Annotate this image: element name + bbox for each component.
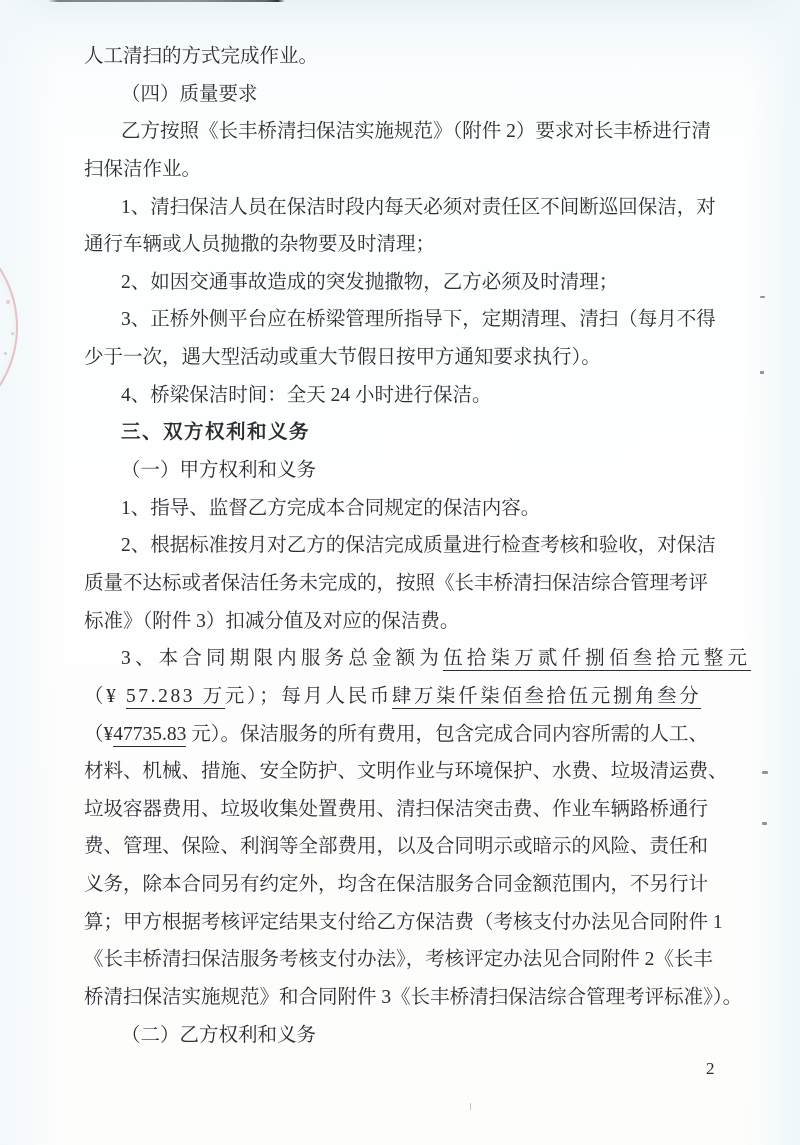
text-segment: 1、指导、监督乙方完成本合同规定的保洁内容。 [121, 497, 541, 519]
text-segment: 算；甲方根据考核评定结果支付给乙方保洁费（考核支付办法见合同附件 1 [84, 911, 723, 933]
scan-artifact-top-line [48, 0, 285, 2]
text-segment: 通行车辆或人员抛撒的杂物要及时清理； [84, 234, 436, 256]
text-line [84, 189, 740, 227]
text-segment: 标准》（附件 3）扣减分值及对应的保洁费。 [84, 610, 460, 632]
text-segment: （四）质量要求 [121, 83, 258, 105]
seal-ink-speck [4, 352, 7, 355]
text-line [84, 339, 740, 377]
text-segment: 3、正桥外侧平台应在桥梁管理所指导下，定期清理、清扫（每月不得 [121, 309, 716, 331]
text-segment: 人工清扫的方式完成作业。 [84, 46, 319, 67]
text-line [84, 753, 740, 791]
text-line [84, 791, 740, 829]
text-segment: 义务，除本合同另有约定外，均含在保洁服务合同金额范围内，不另行计 [84, 874, 709, 896]
underlined-amount: 伍拾柒万贰仟捌佰叁拾元整元 [443, 648, 752, 670]
text-segment: （二）乙方权利和义务 [121, 1024, 317, 1046]
text-segment: 乙方按照《长丰桥清扫保洁实施规范》（附件 2）要求对长丰桥进行清 [121, 121, 711, 143]
underlined-amount: 47735.83 [113, 723, 187, 745]
scan-speck [762, 822, 767, 825]
text-segment: 4、桥梁保洁时间：全天 24 小时进行保洁。 [121, 384, 492, 406]
page-number: 2 [706, 1059, 715, 1078]
text-segment: 元）。保洁服务的所有费用，包含完成合同内容所需的人工、 [186, 723, 709, 745]
red-seal-stamp-edge [0, 218, 18, 436]
text-line [84, 1017, 740, 1055]
scan-speck [760, 296, 765, 298]
text-line [84, 603, 740, 641]
text-line [84, 527, 740, 565]
text-line [84, 941, 740, 979]
text-line [84, 904, 740, 942]
seal-ink-speck [6, 300, 10, 304]
text-line [84, 716, 740, 754]
text-segment: 1、清扫保洁人员在保洁时段内每天必须对责任区不间断巡回保洁，对 [121, 196, 716, 218]
text-line [84, 490, 740, 528]
text-line [84, 226, 740, 264]
text-line [84, 151, 740, 189]
text-segment: 费、管理、保险、利润等全部费用，以及合同明示或暗示的风险、责任和 [84, 836, 709, 858]
text-segment: 2、如因交通事故造成的突发抛撒物，乙方必须及时清理； [121, 271, 619, 293]
text-segment: （¥ [84, 723, 114, 745]
text-segment: 《长丰桥清扫保洁服务考核支付办法》，考核评定办法见合同附件 2《长丰 [84, 949, 713, 971]
text-line [84, 301, 740, 339]
text-line [84, 828, 740, 866]
text-line [84, 76, 740, 114]
scan-speck [470, 1103, 471, 1110]
text-line [84, 452, 740, 490]
text-segment: 3、本合同期限内服务总金额为 [121, 648, 444, 670]
scan-speck [760, 371, 764, 374]
text-line [84, 377, 740, 415]
text-segment: 三、双方权利和义务 [121, 422, 311, 444]
text-segment: 2、根据标准按月对乙方的保洁完成质量进行检查考核和验收，对保洁 [121, 535, 716, 557]
text-line [84, 565, 740, 603]
underlined-amount: 肆万柒仟柒佰叁拾伍元捌角叁分 [391, 685, 702, 707]
text-line [84, 979, 743, 1017]
text-line [84, 414, 740, 452]
text-segment: 少于一次，遇大型活动或重大节假日按甲方通知要求执行）。 [84, 347, 601, 369]
text-segment: （一）甲方权利和义务 [121, 460, 317, 482]
text-line [84, 264, 740, 302]
text-segment: 材料、机械、措施、安全防护、文明作业与环境保护、水费、垃圾清运费、 [84, 761, 728, 783]
text-line [84, 113, 740, 151]
underlined-amount: 57.283 万 [125, 685, 225, 707]
text-segment: 扫保洁作业。 [84, 158, 202, 180]
text-segment: 质量不达标或者保洁任务未完成的，按照《长丰桥清扫保洁综合管理考评 [84, 572, 709, 594]
text-segment: 元）；每月人民币 [224, 685, 392, 707]
contract-text-lines [84, 38, 752, 1054]
text-line [84, 678, 740, 716]
text-line [84, 38, 740, 76]
text-line [84, 866, 740, 904]
text-line [84, 640, 752, 678]
scan-speck [762, 771, 768, 774]
seal-ink-speck [11, 332, 14, 335]
text-segment: 垃圾容器费用、垃圾收集处置费用、清扫保洁突击费、作业车辆路桥通行 [84, 798, 709, 820]
text-segment: 桥清扫保洁实施规范》和合同附件 3《长丰桥清扫保洁综合管理考评标准》）。 [84, 987, 743, 1009]
text-segment: （¥ [84, 685, 126, 707]
